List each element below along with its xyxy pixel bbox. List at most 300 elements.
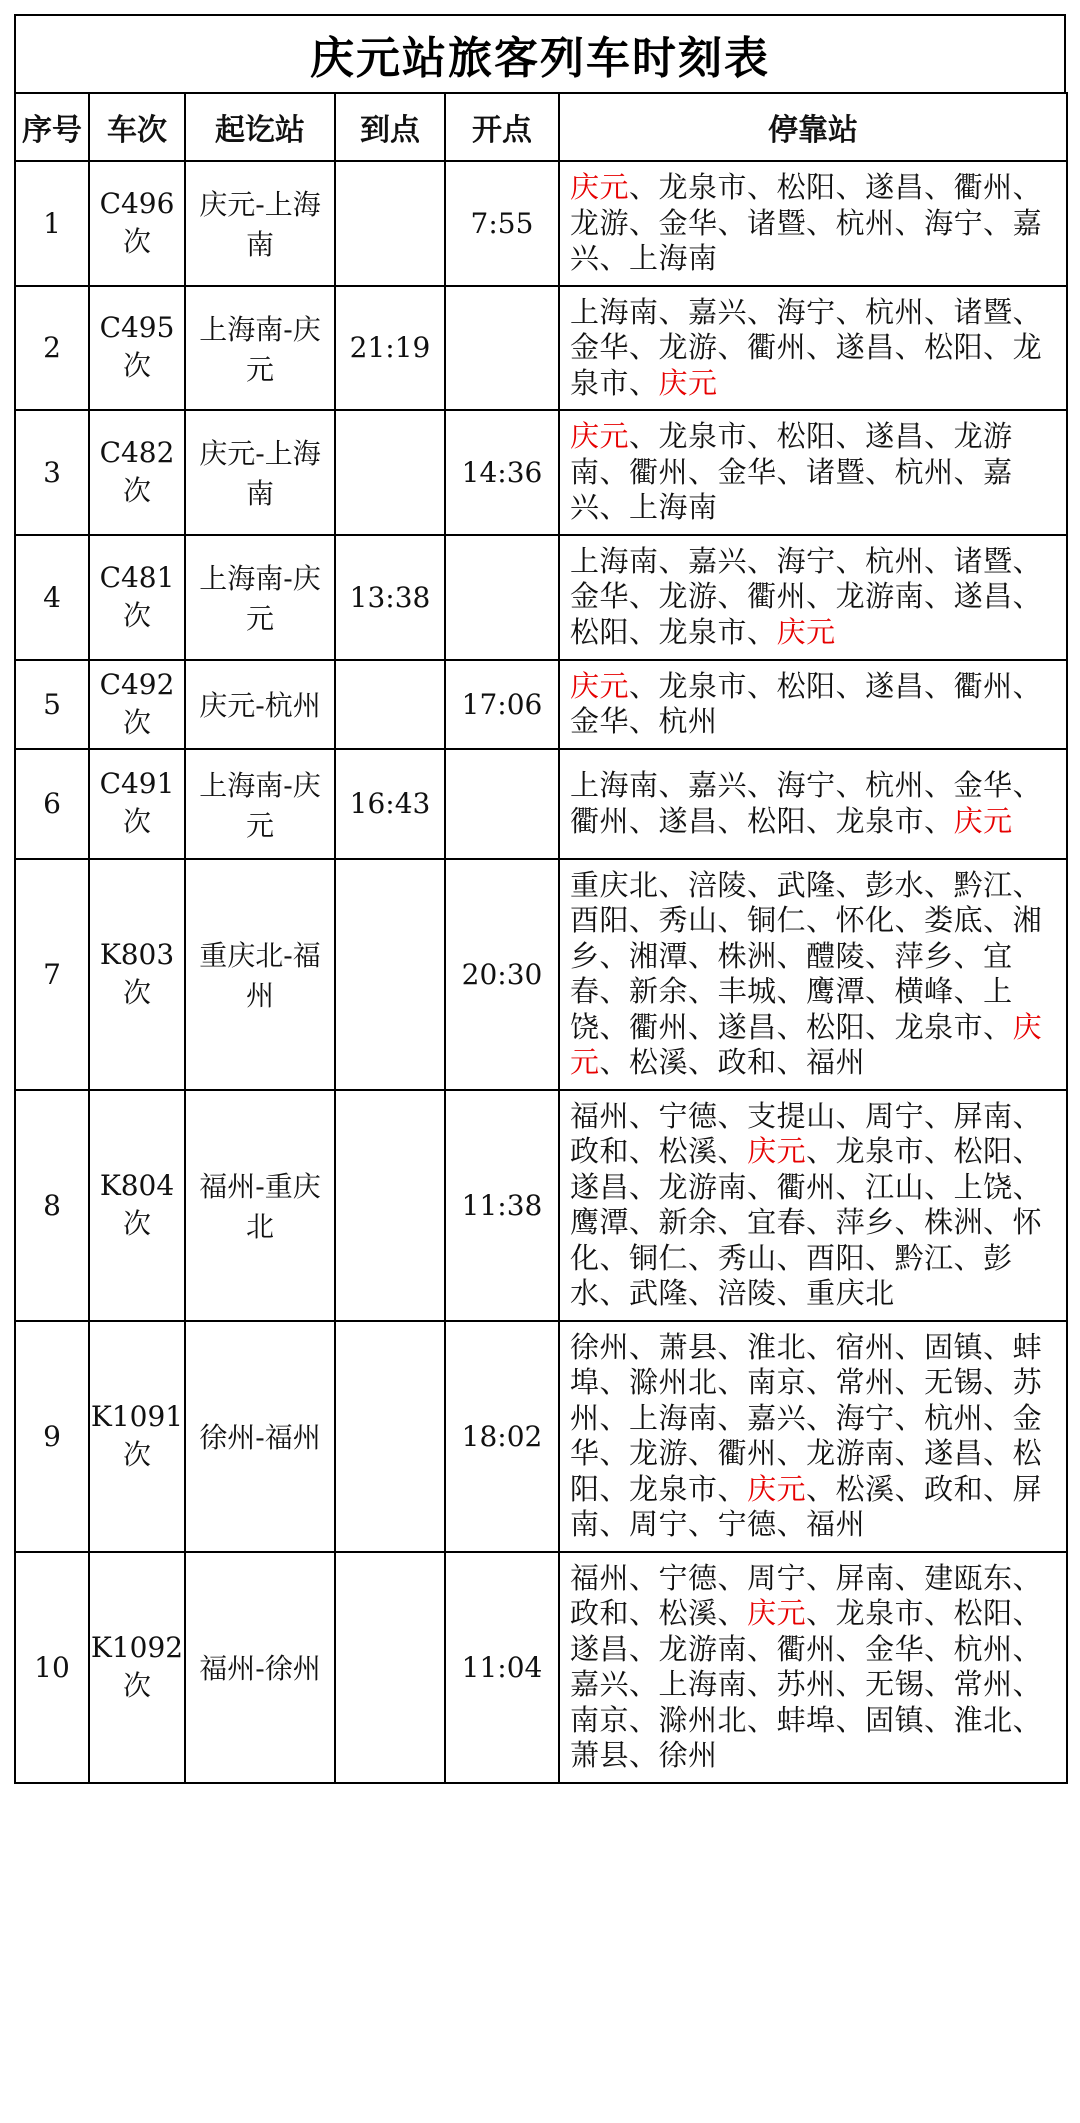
- stop-separator: 、: [894, 1560, 925, 1595]
- cell-route: 上海南-庆元: [185, 286, 335, 411]
- cell-no: 3: [15, 410, 89, 535]
- stop-separator: 、: [747, 170, 777, 204]
- stop-separator: 、: [599, 1276, 630, 1310]
- stop-station: 宁德: [717, 1507, 777, 1541]
- stop-separator: 、: [835, 294, 866, 329]
- stop-station: 衢州: [747, 330, 807, 364]
- stop-station: 衢州: [747, 579, 807, 614]
- stop-station: 龙游南: [658, 1169, 748, 1204]
- stop-station: 政和: [717, 1045, 777, 1079]
- cell-route: 福州-重庆北: [185, 1090, 335, 1321]
- stop-station: 株洲: [924, 1205, 984, 1239]
- stop-separator: 、: [629, 614, 659, 649]
- stop-station: 娄底: [924, 903, 984, 937]
- stop-separator: 、: [747, 1631, 777, 1666]
- stop-station: 松阳: [806, 1009, 866, 1044]
- stop-station: 遂昌: [570, 1631, 630, 1666]
- cell-stops: [559, 660, 1067, 749]
- cell-depart: 20:30: [445, 859, 559, 1090]
- stop-station: 重庆北: [570, 867, 659, 902]
- stop-separator: 、: [688, 1045, 718, 1079]
- stop-station: 诸暨: [953, 294, 1013, 329]
- stop-separator: 、: [924, 1702, 954, 1737]
- stop-separator: 、: [717, 1400, 748, 1435]
- stop-station: 上海南: [570, 543, 659, 578]
- stop-station: 松溪: [658, 1134, 718, 1168]
- stop-separator: 、: [747, 294, 777, 329]
- stop-station: 松阳: [776, 170, 836, 204]
- stop-separator: 、: [599, 1009, 630, 1044]
- stop-station: 衢州: [717, 1436, 777, 1470]
- timetable: [14, 92, 1068, 1784]
- table-row: [15, 535, 1067, 660]
- stop-separator: 、: [894, 1329, 925, 1364]
- stop-separator: 、: [629, 668, 659, 703]
- cell-arrive: [335, 410, 445, 535]
- stop-separator: 、: [599, 490, 630, 524]
- stop-separator: 、: [835, 1667, 866, 1701]
- stop-station: 龙游: [570, 205, 630, 240]
- stop-separator: 、: [776, 1507, 807, 1541]
- stop-station: 龙泉市: [835, 1596, 925, 1630]
- stop-separator: 、: [1012, 1631, 1043, 1666]
- stop-separator: 、: [1012, 1560, 1043, 1595]
- stop-station: 遂昌: [865, 668, 925, 703]
- stop-station: 怀化: [835, 903, 895, 937]
- table-row: [15, 161, 1067, 286]
- stop-separator: 、: [924, 1667, 954, 1701]
- stop-station: 建瓯东: [924, 1560, 1013, 1595]
- cell-stops: [559, 1321, 1067, 1552]
- stop-separator: 、: [894, 903, 925, 937]
- stop-separator: 、: [776, 974, 807, 1008]
- stop-station: 遂昌: [570, 1169, 630, 1204]
- stop-station: 衢州: [629, 1009, 689, 1044]
- stop-separator: 、: [1012, 1702, 1043, 1737]
- stop-separator: 、: [747, 1667, 777, 1701]
- stop-separator: 、: [924, 579, 954, 614]
- stop-separator: 、: [894, 1471, 925, 1506]
- stop-separator: 、: [776, 938, 807, 973]
- stop-separator: 、: [629, 1205, 659, 1239]
- cell-arrive: 16:43: [335, 749, 445, 859]
- stop-separator: 、: [629, 1738, 659, 1772]
- timetable-sheet: [14, 14, 1066, 2109]
- cell-train: C496次: [89, 161, 185, 286]
- stop-station: 龙泉市: [629, 1471, 718, 1506]
- stop-separator: 、: [688, 1436, 718, 1470]
- stop-separator: 、: [599, 1045, 630, 1079]
- stop-station: 上海南: [629, 1400, 718, 1435]
- stop-separator: 、: [806, 1471, 836, 1506]
- stop-separator: 、: [747, 614, 777, 649]
- stop-station: 嘉兴: [688, 294, 748, 329]
- stop-station: 杭州: [658, 704, 718, 738]
- stop-separator: 、: [776, 1045, 807, 1079]
- stop-separator: 、: [688, 454, 718, 489]
- stop-separator: 、: [894, 330, 925, 364]
- stop-separator: 、: [1012, 294, 1043, 329]
- stop-station: 衢州: [629, 454, 689, 489]
- stop-station: 衢州: [953, 170, 1013, 204]
- stop-separator: 、: [894, 1205, 925, 1239]
- stop-separator: 、: [1012, 1667, 1043, 1701]
- stop-separator: 、: [629, 579, 659, 614]
- table-body: [15, 161, 1067, 1783]
- stop-station: 衢州: [776, 1169, 836, 1204]
- stop-station: 金华: [570, 704, 630, 738]
- stop-separator: 、: [629, 205, 659, 240]
- stop-station: 萍乡: [835, 1205, 895, 1239]
- stop-separator: 、: [717, 1134, 748, 1168]
- stop-station: 苏州: [570, 1365, 1043, 1435]
- cell-depart: 11:38: [445, 1090, 559, 1321]
- header-depart: 开点: [445, 93, 559, 161]
- stop-station: 铜仁: [747, 903, 807, 937]
- stop-station: 龙游南: [658, 1631, 748, 1666]
- stop-separator: 、: [717, 1596, 748, 1630]
- stop-separator: 、: [924, 803, 954, 838]
- stop-station: 萍乡: [894, 938, 954, 973]
- cell-train: C482次: [89, 410, 185, 535]
- stop-separator: 、: [629, 1702, 659, 1737]
- stop-station: 杭州: [894, 454, 954, 489]
- stop-separator: 、: [747, 668, 777, 703]
- stop-separator: 、: [599, 454, 630, 489]
- stop-station: 宁德: [658, 1098, 718, 1133]
- stop-current-station: 庆元: [776, 614, 836, 649]
- stop-station: 固镇: [924, 1329, 984, 1364]
- stop-separator: 、: [717, 1560, 748, 1595]
- cell-train: C495次: [89, 286, 185, 411]
- stop-station: 福州: [570, 1560, 630, 1595]
- stop-separator: 、: [688, 974, 718, 1008]
- stop-station: 宿州: [835, 1329, 895, 1364]
- stop-separator: 、: [629, 1631, 659, 1666]
- stop-separator: 、: [924, 1169, 954, 1204]
- stop-station: 无锡: [865, 1667, 925, 1701]
- stop-station: 金华: [570, 1400, 1043, 1470]
- stop-station: 怀化: [570, 1205, 1043, 1275]
- table-row: [15, 1090, 1067, 1321]
- stop-separator: 、: [599, 974, 630, 1008]
- stop-station: 松阳: [924, 330, 984, 364]
- stop-separator: 、: [658, 867, 689, 902]
- stop-station: 金华: [570, 579, 630, 614]
- stop-separator: 、: [717, 903, 748, 937]
- stop-separator: 、: [747, 419, 777, 453]
- stop-station: 滁州北: [658, 1702, 748, 1737]
- cell-route: 庆元-上海南: [185, 410, 335, 535]
- stop-station: 彭水: [865, 867, 925, 902]
- stop-separator: 、: [658, 294, 689, 329]
- stop-separator: 、: [1012, 867, 1043, 902]
- cell-depart: 14:36: [445, 410, 559, 535]
- cell-stops: [559, 859, 1067, 1090]
- stop-station: 上饶: [953, 1169, 1013, 1204]
- stop-station: 杭州: [865, 768, 925, 802]
- stop-station: 秀山: [658, 903, 718, 937]
- stop-station: 松阳: [776, 668, 836, 703]
- stop-separator: 、: [924, 1596, 954, 1630]
- stop-separator: 、: [629, 1134, 659, 1168]
- stop-separator: 、: [629, 1169, 659, 1204]
- stop-station: 屏南: [570, 1471, 1043, 1541]
- stop-station: 遂昌: [835, 330, 895, 364]
- cell-no: 7: [15, 859, 89, 1090]
- stop-separator: 、: [717, 1098, 748, 1133]
- stop-separator: 、: [717, 579, 748, 614]
- stop-separator: 、: [747, 768, 777, 802]
- stop-station: 黔江: [894, 1240, 954, 1275]
- stop-separator: 、: [953, 938, 984, 973]
- stop-station: 杭州: [865, 294, 925, 329]
- stop-separator: 、: [776, 1240, 807, 1275]
- stop-separator: 、: [806, 1365, 836, 1399]
- stop-separator: 、: [806, 1560, 836, 1595]
- stop-station: 金华: [717, 454, 777, 489]
- stop-station: 上海南: [658, 1667, 748, 1701]
- stop-separator: 、: [924, 867, 954, 902]
- stop-separator: 、: [1012, 668, 1043, 703]
- stop-station: 松阳: [570, 1436, 1043, 1506]
- stop-separator: 、: [806, 903, 836, 937]
- stop-station: 海宁: [776, 768, 836, 802]
- stop-station: 杭州: [865, 543, 925, 578]
- table-row: [15, 749, 1067, 859]
- stop-station: 武隆: [776, 867, 836, 902]
- stop-station: 徐州: [570, 1329, 630, 1364]
- cell-route: 福州-徐州: [185, 1552, 335, 1783]
- stop-separator: 、: [599, 1507, 630, 1541]
- stop-separator: 、: [835, 419, 866, 453]
- stop-separator: 、: [806, 1329, 836, 1364]
- cell-route: 上海南-庆元: [185, 535, 335, 660]
- cell-arrive: [335, 161, 445, 286]
- cell-arrive: [335, 1090, 445, 1321]
- cell-arrive: [335, 1321, 445, 1552]
- cell-no: 6: [15, 749, 89, 859]
- stop-station: 松阳: [747, 803, 807, 838]
- stop-separator: 、: [924, 1631, 954, 1666]
- stop-separator: 、: [629, 1667, 659, 1701]
- cell-arrive: 13:38: [335, 535, 445, 660]
- stop-separator: 、: [776, 1276, 807, 1310]
- stop-current-station: 庆元: [747, 1596, 807, 1630]
- cell-route: 上海南-庆元: [185, 749, 335, 859]
- cell-depart: 7:55: [445, 161, 559, 286]
- stop-station: 彭水: [570, 1240, 1013, 1310]
- cell-depart: 17:06: [445, 660, 559, 749]
- stop-station: 嘉兴: [570, 205, 1043, 275]
- stop-separator: 、: [865, 1009, 895, 1044]
- stop-station: 丰城: [717, 974, 777, 1008]
- stop-station: 松阳: [953, 1596, 1013, 1630]
- stop-separator: 、: [629, 1329, 659, 1364]
- stop-station: 杭州: [953, 1631, 1013, 1666]
- stop-station: 诸暨: [806, 454, 866, 489]
- cell-stops: [559, 1090, 1067, 1321]
- stop-separator: 、: [894, 205, 925, 240]
- cell-route: 庆元-杭州: [185, 660, 335, 749]
- stop-separator: 、: [629, 170, 659, 204]
- stop-station: 海宁: [924, 205, 984, 240]
- stop-separator: 、: [1012, 1169, 1043, 1204]
- stop-separator: 、: [688, 1240, 718, 1275]
- stop-station: 衢州: [776, 1631, 836, 1666]
- stop-separator: 、: [924, 419, 954, 453]
- cell-stops: [559, 161, 1067, 286]
- stop-station: 衢州: [570, 803, 630, 838]
- stop-station: 蚌埠: [570, 1329, 1043, 1399]
- stop-separator: 、: [1012, 579, 1043, 614]
- stop-current-station: 庆元: [658, 365, 718, 400]
- stop-separator: 、: [599, 1436, 630, 1470]
- stop-separator: 、: [835, 170, 866, 204]
- stop-separator: 、: [1012, 768, 1043, 802]
- stop-separator: 、: [806, 1400, 836, 1435]
- stop-separator: 、: [983, 1471, 1013, 1506]
- cell-route: 重庆北-福州: [185, 859, 335, 1090]
- stop-station: 龙游南: [570, 419, 1013, 489]
- stop-station: 松阳: [776, 419, 836, 453]
- stop-station: 诸暨: [747, 205, 807, 240]
- cell-no: 2: [15, 286, 89, 411]
- stop-separator: 、: [924, 768, 954, 802]
- stop-separator: 、: [894, 1400, 925, 1435]
- stop-station: 涪陵: [717, 1276, 777, 1310]
- stop-separator: 、: [717, 1471, 748, 1506]
- cell-stops: [559, 286, 1067, 411]
- cell-depart: [445, 286, 559, 411]
- stop-station: 固镇: [865, 1702, 925, 1737]
- table-row: [15, 286, 1067, 411]
- stop-separator: 、: [865, 938, 895, 973]
- stop-station: 松溪: [658, 1596, 718, 1630]
- stop-separator: 、: [983, 1400, 1013, 1435]
- stop-station: 海宁: [776, 294, 836, 329]
- header-stops: 停靠站: [559, 93, 1067, 161]
- stop-separator: 、: [983, 903, 1013, 937]
- stop-separator: 、: [924, 1098, 954, 1133]
- stop-separator: 、: [599, 1365, 630, 1399]
- cell-train: C492次: [89, 660, 185, 749]
- stop-station: 嘉兴: [688, 768, 748, 802]
- stop-station: 嘉兴: [570, 454, 1013, 524]
- stop-separator: 、: [953, 1240, 984, 1275]
- stop-separator: 、: [629, 704, 659, 738]
- stop-station: 株洲: [717, 938, 777, 973]
- table-row: [15, 660, 1067, 749]
- stop-station: 嘉兴: [570, 1667, 630, 1701]
- stop-station: 松溪: [629, 1045, 689, 1079]
- stop-station: 政和: [924, 1471, 984, 1506]
- table-row: [15, 410, 1067, 535]
- stop-station: 龙泉市: [835, 803, 925, 838]
- stop-separator: 、: [835, 867, 866, 902]
- cell-no: 10: [15, 1552, 89, 1783]
- cell-stops: [559, 410, 1067, 535]
- stop-separator: 、: [629, 803, 659, 838]
- stop-separator: 、: [776, 454, 807, 489]
- stop-station: 周宁: [865, 1098, 925, 1133]
- stop-station: 宜春: [570, 938, 1013, 1008]
- stop-separator: 、: [1012, 170, 1043, 204]
- stop-station: 龙泉市: [658, 170, 748, 204]
- stop-separator: 、: [983, 1365, 1013, 1399]
- stop-station: 龙游: [658, 330, 718, 364]
- stop-station: 金华: [865, 1631, 925, 1666]
- stop-separator: 、: [629, 903, 659, 937]
- stop-separator: 、: [717, 803, 748, 838]
- table-row: [15, 859, 1067, 1090]
- stop-station: 上海南: [570, 294, 659, 329]
- stop-separator: 、: [717, 330, 748, 364]
- stop-separator: 、: [747, 543, 777, 578]
- stop-station: 嘉兴: [688, 543, 748, 578]
- cell-depart: 11:04: [445, 1552, 559, 1783]
- stop-separator: 、: [688, 938, 718, 973]
- cell-depart: [445, 535, 559, 660]
- stop-separator: 、: [1012, 1596, 1043, 1630]
- stop-separator: 、: [924, 294, 954, 329]
- stop-station: 龙泉市: [658, 668, 748, 703]
- stop-station: 龙泉市: [658, 614, 748, 649]
- stop-station: 海宁: [835, 1400, 895, 1435]
- stop-current-station: 庆元: [953, 803, 1013, 838]
- stop-station: 萧县: [570, 1738, 630, 1772]
- stop-station: 遂昌: [865, 170, 925, 204]
- stop-separator: 、: [629, 330, 659, 364]
- stop-separator: 、: [747, 1702, 777, 1737]
- stop-station: 湘潭: [629, 938, 689, 973]
- stop-separator: 、: [629, 419, 659, 453]
- stop-current-station: 庆元: [570, 1009, 1043, 1079]
- stop-separator: 、: [688, 1507, 718, 1541]
- header-no: 序号: [15, 93, 89, 161]
- stop-separator: 、: [835, 543, 866, 578]
- stop-separator: 、: [688, 1009, 718, 1044]
- cell-no: 4: [15, 535, 89, 660]
- stop-station: 鹰潭: [570, 1205, 630, 1239]
- stop-separator: 、: [806, 205, 836, 240]
- stop-station: 秀山: [717, 1240, 777, 1275]
- stop-station: 龙游: [658, 579, 718, 614]
- header-arrive: 到点: [335, 93, 445, 161]
- stop-station: 徐州: [658, 1738, 718, 1772]
- cell-arrive: [335, 859, 445, 1090]
- stop-station: 龙泉市: [570, 330, 1043, 400]
- stop-separator: 、: [924, 543, 954, 578]
- stop-separator: 、: [953, 454, 984, 489]
- stop-separator: 、: [658, 768, 689, 802]
- stop-separator: 、: [894, 1365, 925, 1399]
- stop-station: 金华: [570, 330, 630, 364]
- stop-separator: 、: [717, 1365, 748, 1399]
- stop-station: 龙泉市: [658, 419, 748, 453]
- stop-separator: 、: [865, 974, 895, 1008]
- stop-station: 龙泉市: [894, 1009, 984, 1044]
- stop-separator: 、: [1012, 543, 1043, 578]
- cell-stops: [559, 1552, 1067, 1783]
- stop-station: 龙游: [629, 1436, 689, 1470]
- stop-separator: 、: [776, 1009, 807, 1044]
- stop-separator: 、: [983, 1205, 1013, 1239]
- stop-station: 横峰: [894, 974, 954, 1008]
- stop-separator: 、: [835, 1098, 866, 1133]
- cell-depart: [445, 749, 559, 859]
- cell-train: K804次: [89, 1090, 185, 1321]
